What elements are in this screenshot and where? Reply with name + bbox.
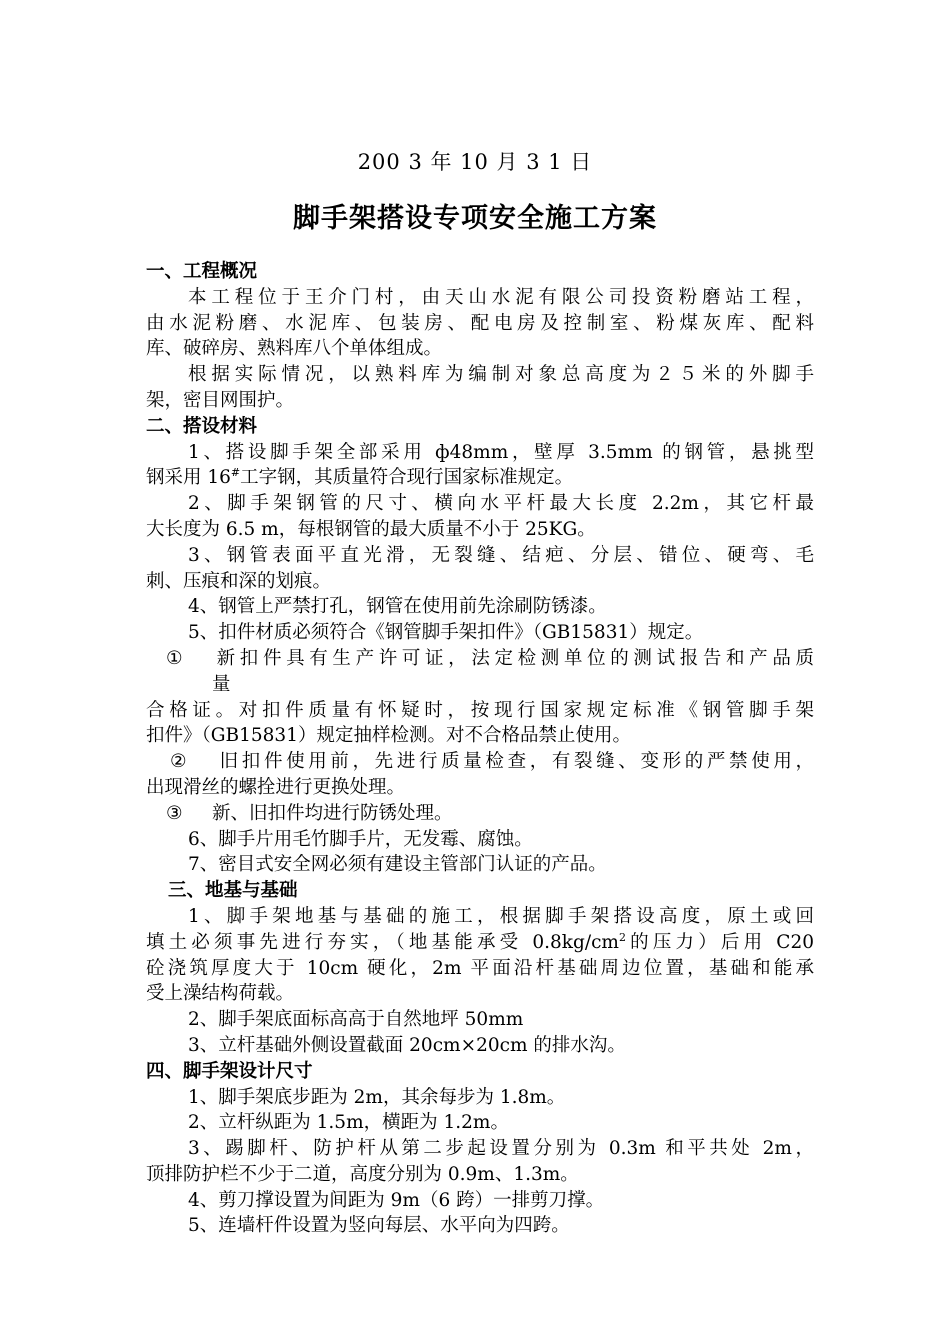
text-line <box>146 749 814 775</box>
line-text: 1、脚手架地基与基础的施工，根据脚手架搭设高度，原土或回 <box>188 905 814 927</box>
text-line <box>146 646 814 672</box>
text-line <box>146 336 814 362</box>
line-text: 三、地基与基础 <box>168 880 298 902</box>
line-text-continued: 的压力）后用 C20 <box>625 931 814 953</box>
section-heading <box>146 414 814 440</box>
line-text: 2、立杆纵距为 1.5m，横距为 1.2m。 <box>188 1112 509 1134</box>
line-text: 4、钢管上严禁打孔，钢管在使用前先涂刷防锈漆。 <box>188 596 607 618</box>
text-line <box>146 1110 814 1136</box>
text-line <box>146 1085 814 1111</box>
text-line <box>146 440 814 466</box>
line-text: 3、立杆基础外侧设置截面 20cm×20cm 的排水沟。 <box>188 1034 626 1056</box>
line-text: 砼浇筑厚度大于 10cm 硬化，2m 平面沿杆基础周边位置，基础和能承 <box>146 957 814 979</box>
line-text: 架，密目网围护。 <box>146 389 295 411</box>
superscript: # <box>230 466 241 480</box>
text-line <box>146 491 814 517</box>
text-line <box>146 827 814 853</box>
list-marker: ① <box>166 647 183 669</box>
line-text: 2、脚手架底面标高高于自然地坪 50mm <box>188 1009 524 1031</box>
section-heading <box>146 259 814 285</box>
superscript: 2 <box>618 930 626 944</box>
text-line <box>146 543 814 569</box>
text-line <box>146 1033 814 1059</box>
line-text: 5、扣件材质必须符合《钢管脚手架扣件》（GB15831）规定。 <box>188 622 704 644</box>
text-line <box>146 1162 814 1188</box>
document-date: 200 3 年 10 月 3 1 日 <box>357 150 593 174</box>
list-marker: ③ <box>166 802 183 824</box>
text-line <box>146 620 814 646</box>
text-line <box>146 1007 814 1033</box>
line-text: 旧扣件使用前，先进行质量检查，有裂缝、变形的严禁使用， <box>216 751 814 773</box>
text-line <box>146 465 814 491</box>
line-text: 由水泥粉磨、水泥库、包装房、配电房及控制室、粉煤灰库、配料 <box>146 312 814 334</box>
line-text: 新、旧扣件均进行防锈处理。 <box>212 802 453 824</box>
line-text: 填土必须事先进行夯实，（地基能承受 0.8kg/cm <box>146 931 619 953</box>
text-line <box>146 723 814 749</box>
text-line <box>146 956 814 982</box>
line-text: 扣件》（GB15831）规定抽样检测。对不合格品禁止使用。 <box>146 725 631 747</box>
line-text: 四、脚手架设计尺寸 <box>146 1060 313 1082</box>
section-heading <box>146 878 814 904</box>
line-text: 大长度为 6.5 m，每根钢管的最大质量不小于 25KG。 <box>146 518 596 540</box>
document-title: 脚手架搭设专项安全施工方案 <box>293 203 657 234</box>
text-line <box>146 981 814 1007</box>
text-line <box>146 672 814 698</box>
line-text: 库、破碎房、熟料库八个单体组成。 <box>146 338 443 360</box>
text-line <box>146 904 814 930</box>
line-text: 钢采用 16 <box>146 467 231 489</box>
line-text: 顶排防护栏不少于二道，高度分别为 0.9m、1.3m。 <box>146 1163 579 1185</box>
line-text: 刺、压痕和深的划痕。 <box>146 570 332 592</box>
line-text: 3、踢脚杆、防护杆从第二步起设置分别为 0.3m 和平共处 2m， <box>188 1138 814 1160</box>
text-line <box>146 388 814 414</box>
line-text: 5、连墙杆件设置为竖向每层、水平向为四跨。 <box>188 1215 570 1237</box>
section-heading <box>146 1059 814 1085</box>
text-line <box>146 801 814 827</box>
text-line <box>146 930 814 956</box>
line-text: 2、脚手架钢管的尺寸、横向水平杆最大长度 2.2m，其它杆最 <box>188 493 814 515</box>
text-line <box>146 594 814 620</box>
line-text: 本工程位于王介门村，由天山水泥有限公司投资粉磨站工程， <box>188 286 814 308</box>
text-line <box>146 1188 814 1214</box>
text-line <box>146 569 814 595</box>
text-line <box>146 775 814 801</box>
text-line <box>146 698 814 724</box>
line-text: 1、脚手架底步距为 2m，其余每步为 1.8m。 <box>188 1086 566 1108</box>
list-marker: ② <box>170 751 187 773</box>
text-line <box>146 285 814 311</box>
line-text: 根据实际情况，以熟料库为编制对象总高度为２５米的外脚手 <box>188 364 814 386</box>
text-line <box>146 362 814 388</box>
line-text: 7、密目式安全网必须有建设主管部门认证的产品。 <box>188 854 607 876</box>
line-text: 一、工程概况 <box>146 261 258 282</box>
line-text: 4、剪刀撑设置为间距为 9m（6 跨）一排剪刀撑。 <box>188 1189 605 1211</box>
line-text: 新扣件具有生产许可证，法定检测单位的测试报告和产品质 <box>212 647 814 669</box>
line-text: 合格证。对扣件质量有怀疑时，按现行国家规定标准《钢管脚手架 <box>146 699 814 721</box>
text-line <box>146 852 814 878</box>
text-line <box>146 1136 814 1162</box>
text-line <box>146 311 814 337</box>
line-text: 受上澡结构荷载。 <box>146 983 295 1005</box>
text-line <box>146 1213 814 1239</box>
line-text: 量 <box>212 673 231 695</box>
line-text: 出现滑丝的螺拴进行更换处理。 <box>146 776 406 798</box>
line-text: 1、搭设脚手架全部采用 ф48mm，壁厚 3.5mm 的钢管，悬挑型 <box>188 441 814 463</box>
line-text: 二、搭设材料 <box>146 415 258 437</box>
document-body <box>146 259 814 1239</box>
line-text-continued: 工字钢，其质量符合现行国家标准规定。 <box>240 467 574 489</box>
text-line <box>146 517 814 543</box>
line-text: 3、钢管表面平直光滑，无裂缝、结疤、分层、错位、硬弯、毛 <box>188 544 814 566</box>
line-text: 6、脚手片用毛竹脚手片，无发霉、腐蚀。 <box>188 828 533 850</box>
